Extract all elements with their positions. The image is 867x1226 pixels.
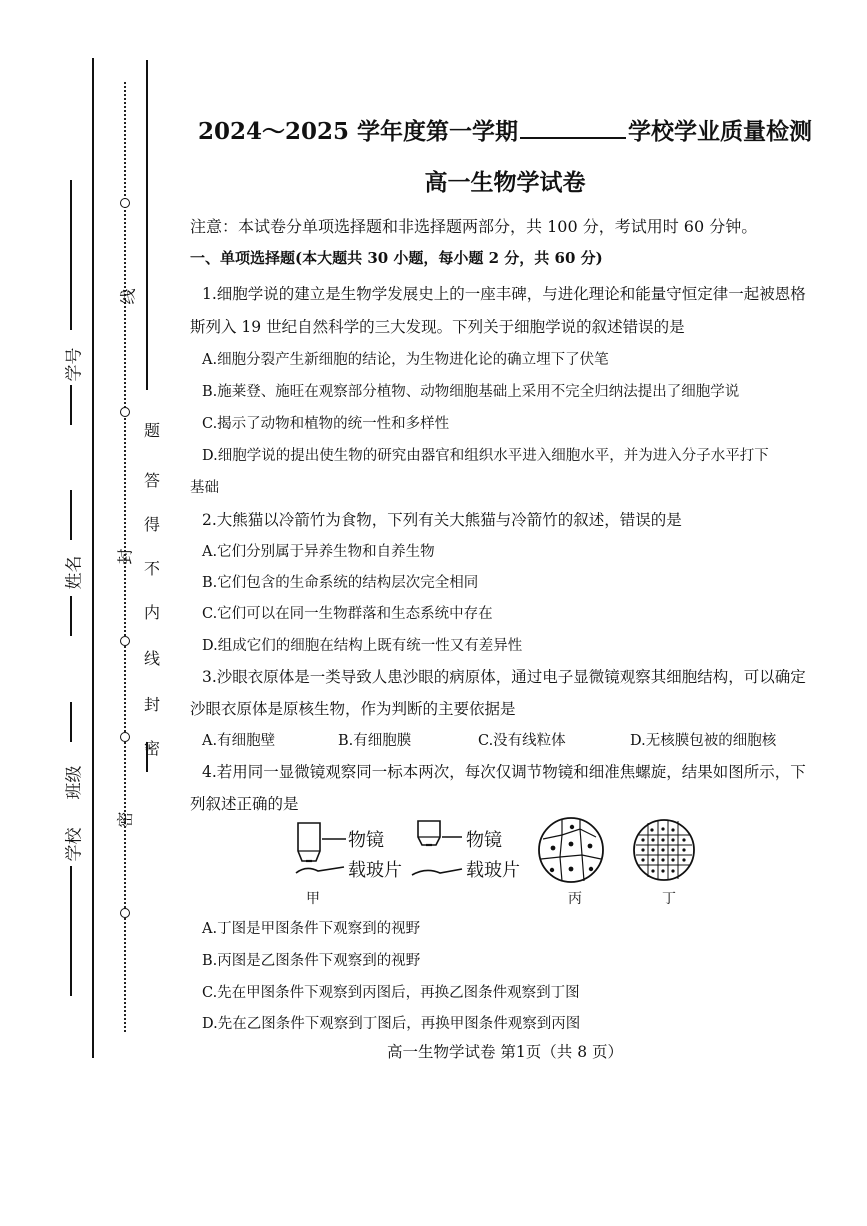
- exam-subtitle: 高一生物学试卷: [424, 169, 586, 196]
- objective-label-yi: 物镜: [466, 830, 502, 851]
- margin-warning-char: 封: [143, 695, 160, 714]
- caption-bing: 丙: [568, 891, 582, 907]
- title-left: 2024～2025 学年度第一学期: [197, 118, 519, 145]
- q4-option-c[interactable]: C.先在甲图条件下观察到丙图后，再换乙图条件观察到丁图: [202, 985, 580, 1001]
- margin-warning-char: 线: [143, 649, 160, 668]
- q3-stem-cont: 沙眼衣原体是原核生物，作为判断的主要依据是: [190, 700, 516, 718]
- page-footer: 高一生物学试卷 第1页（共 8 页）: [386, 1043, 623, 1061]
- q3-option-b[interactable]: B.有细胞膜: [338, 733, 412, 749]
- q4-option-b[interactable]: B.丙图是乙图条件下观察到的视野: [202, 953, 421, 969]
- student-id-label: 学号: [64, 347, 85, 382]
- name-blank-lower[interactable]: [70, 596, 72, 636]
- q1-option-a[interactable]: A.细胞分裂产生新细胞的结论，为生物进化论的确立埋下了伏笔: [202, 352, 609, 368]
- q1-stem-cont: 斯列入 19 世纪自然科学的三大发现。下列关于细胞学说的叙述错误的是: [190, 318, 685, 336]
- class-blank[interactable]: [70, 702, 72, 742]
- section-heading: 一、单项选择题(本大题共 30 小题，每小题 2 分，共 60 分): [190, 249, 603, 267]
- school-label: 学校: [64, 827, 85, 862]
- name-label: 姓名: [64, 555, 85, 590]
- microscope-figure-drawing: [0, 815, 867, 915]
- margin-warning-char: 不: [143, 559, 160, 578]
- margin-warning-char: 答: [143, 471, 160, 490]
- margin-line-right-top: [146, 60, 148, 390]
- q3-stem: 3.沙眼衣原体是一类导致人患沙眼的病原体，通过电子显微镜观察其细胞结构，可以确定: [202, 668, 806, 686]
- exam-title: [190, 113, 820, 146]
- binding-hole: [120, 732, 130, 742]
- q3-option-c[interactable]: C.没有线粒体: [478, 733, 566, 749]
- binding-hole: [120, 198, 130, 208]
- q3-option-d[interactable]: D.无核膜包被的细胞核: [630, 733, 777, 749]
- objective-label-jia: 物镜: [348, 830, 384, 851]
- q2-option-b[interactable]: B.它们包含的生命系统的结构层次完全相同: [202, 575, 479, 591]
- student-id-blank[interactable]: [70, 180, 72, 330]
- class-label: 班级: [64, 765, 85, 800]
- field-view-ding: [634, 820, 694, 880]
- margin-seal-char: 密: [115, 811, 135, 828]
- student-id-blank-lower[interactable]: [70, 385, 72, 425]
- q1-stem: 1.细胞学说的建立是生物学发展史上的一座丰碑，与进化理论和能量守恒定律一起被恩格: [202, 285, 806, 303]
- q2-option-a[interactable]: A.它们分别属于异养生物和自养生物: [202, 544, 435, 560]
- binding-hole: [120, 636, 130, 646]
- margin-warning-char: 内: [143, 603, 160, 622]
- q4-stem-cont: 列叙述正确的是: [190, 795, 299, 813]
- objective-short-icon: [412, 821, 462, 875]
- slide-label-yi: 载玻片: [466, 860, 520, 881]
- margin-warning-char: 密: [143, 739, 160, 758]
- field-view-bing: [539, 818, 603, 882]
- q2-option-d[interactable]: D.组成它们的细胞在结构上既有统一性又有差异性: [202, 638, 523, 654]
- title-right: 学校学业质量检测: [628, 118, 813, 145]
- slide-label-jia: 载玻片: [348, 860, 402, 881]
- margin-warning-char: 得: [143, 515, 160, 534]
- name-blank[interactable]: [70, 490, 72, 540]
- notice-text: 注意：本试卷分单项选择题和非选择题两部分，共 100 分，考试用时 60 分钟。: [190, 217, 758, 236]
- q1-option-b[interactable]: B.施莱登、施旺在观察部分植物、动物细胞基础上采用不完全归纳法提出了细胞学说: [202, 384, 740, 400]
- q1-option-d-cont: 基础: [190, 480, 219, 496]
- q1-option-d[interactable]: D.细胞学说的提出使生物的研究由器官和组织水平进入细胞水平，并为进入分子水平打下: [202, 448, 769, 464]
- margin-seal-char: 封: [115, 548, 135, 565]
- q2-stem: 2.大熊猫以冷箭竹为食物，下列有关大熊猫与冷箭竹的叙述，错误的是: [202, 511, 682, 529]
- q4-option-d[interactable]: D.先在乙图条件下观察到丁图后，再换甲图条件观察到丙图: [202, 1016, 581, 1032]
- q2-option-c[interactable]: C.它们可以在同一生物群落和生态系统中存在: [202, 606, 493, 622]
- q4-stem: 4.若用同一显微镜观察同一标本两次，每次仅调节物镜和细准焦螺旋，结果如图所示，下: [202, 763, 806, 781]
- school-name-blank[interactable]: [520, 119, 626, 139]
- q4-option-a[interactable]: A.丁图是甲图条件下观察到的视野: [202, 921, 421, 937]
- margin-warning-char: 题: [143, 421, 160, 440]
- q1-option-c[interactable]: C.揭示了动物和植物的统一性和多样性: [202, 416, 450, 432]
- binding-hole: [120, 407, 130, 417]
- objective-long-icon: [296, 823, 346, 873]
- caption-ding: 丁: [662, 891, 676, 907]
- margin-char-line: 线: [118, 288, 138, 305]
- q3-option-a[interactable]: A.有细胞壁: [202, 733, 276, 749]
- caption-jia: 甲: [306, 891, 320, 907]
